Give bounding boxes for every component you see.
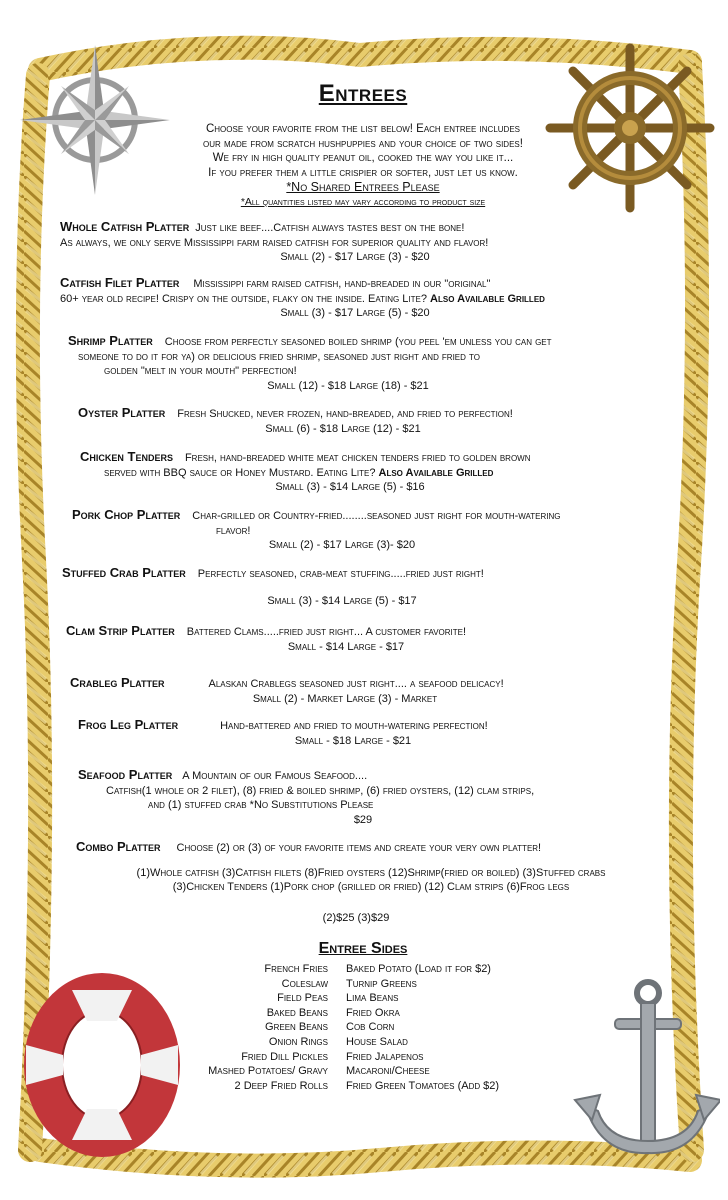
item-desc: Battered Clams.....fried just right... A customer favorite! xyxy=(186,626,467,638)
item-price: (2)$25 (3)$29 xyxy=(322,911,390,924)
intro-line: We fry in high quality peanut oil, cooked the way you like it... xyxy=(212,152,514,164)
quantity-note: *All quantities listed may vary according to product size xyxy=(240,195,486,208)
menu-content xyxy=(48,70,678,1150)
item-name: Crableg Platter xyxy=(70,675,165,690)
item-name: Stuffed Crab Platter xyxy=(62,565,186,580)
side-item: Fried Jalapenos xyxy=(346,1050,424,1063)
item-desc: Mississippi farm raised catfish, hand-breaded in our "original" xyxy=(193,278,491,290)
item-name: Pork Chop Platter xyxy=(72,507,181,522)
item-desc: flavor! xyxy=(216,524,251,537)
menu-item-shrimp xyxy=(68,334,668,393)
item-desc: (3)Chicken Tenders (1)Pork chop (grilled or fried) (12) Clam strips (6)Frog legs xyxy=(172,881,570,893)
item-price: Small (3) - $17 Large (5) - $20 xyxy=(280,307,430,319)
intro-block xyxy=(108,122,618,209)
menu-item-seafood-platter xyxy=(78,768,668,827)
sides-row xyxy=(198,1006,528,1021)
item-desc: someone to do it for ya) or delicious fried shrimp, seasoned just right and fried to xyxy=(78,350,480,363)
item-desc: served with BBQ sauce or Honey Mustard. Eating Lite? xyxy=(104,466,376,479)
sides-row xyxy=(198,1035,528,1050)
menu-item-oyster xyxy=(78,406,658,436)
item-price: Small - $18 Large - $21 xyxy=(294,734,412,747)
sides-row xyxy=(198,962,528,977)
item-name: Chicken Tenders xyxy=(80,449,173,464)
sides-list xyxy=(198,962,528,1093)
item-desc: Fresh, hand-breaded white meat chicken tenders fried to golden brown xyxy=(184,452,531,464)
item-price: $29 xyxy=(353,813,373,826)
side-item: Cob Corn xyxy=(346,1021,395,1034)
side-item: House Salad xyxy=(346,1035,408,1048)
item-price: Small (2) - $17 Large (3)- $20 xyxy=(268,539,416,551)
item-desc: Alaskan Crablegs seasoned just right.... a seafood delicacy! xyxy=(208,678,504,690)
side-item: Macaroni/Cheese xyxy=(346,1065,430,1078)
item-price: Small (2) - Market Large (3) - Market xyxy=(252,692,438,705)
side-item: Green Beans xyxy=(265,1021,328,1034)
item-name: Frog Leg Platter xyxy=(78,717,179,732)
item-extra: Also Available Grilled xyxy=(430,292,545,305)
sides-row xyxy=(198,1079,528,1094)
menu-item-chicken-tenders xyxy=(80,450,660,495)
item-desc: Perfectly seasoned, crab-meat stuffing.....fried just right! xyxy=(197,568,484,580)
menu-item-crableg xyxy=(70,676,670,706)
menu-item-combo-platter xyxy=(76,840,676,925)
sides-title: Entree Sides xyxy=(318,940,408,957)
item-desc: Catfish(1 whole or 2 filet), (8) fried & boiled shrimp, (6) fried oysters, (12) clam strips, xyxy=(106,784,535,797)
sides-row xyxy=(198,1064,528,1079)
menu-item-catfish-filet xyxy=(60,276,680,321)
sides-row xyxy=(198,991,528,1006)
side-item: Fried Okra xyxy=(346,1006,400,1019)
item-price: Small - $14 Large - $17 xyxy=(287,640,405,653)
item-price: Small (3) - $14 Large (5) - $16 xyxy=(275,481,425,493)
side-item: Fried Green Tomatoes (Add $2) xyxy=(346,1079,500,1092)
sides-row xyxy=(198,1050,528,1065)
menu-item-pork-chop xyxy=(72,508,672,553)
item-price: Small (3) - $14 Large (5) - $17 xyxy=(267,594,417,607)
item-price: Small (6) - $18 Large (12) - $21 xyxy=(265,422,421,435)
item-desc: As always, we only serve Mississippi farm raised catfish for superior quality and flavor! xyxy=(60,236,489,249)
item-desc: (1)Whole catfish (3)Catfish filets (8)Fried oysters (12)Shrimp(fried or boiled) (3)Stuffed crabs xyxy=(136,866,606,879)
sides-row xyxy=(198,1020,528,1035)
item-name: Seafood Platter xyxy=(78,767,173,782)
no-shared-note: *No Shared Entrees Please xyxy=(286,180,440,194)
intro-line: If you prefer them a little crispier or softer, just let us know. xyxy=(208,166,518,179)
item-desc: Just like beef....Catfish always tastes best on the bone! xyxy=(195,222,465,234)
intro-line: Choose your favorite from the list below! Each entree includes xyxy=(205,123,521,135)
item-desc: Hand-battered and fried to mouth-watering perfection! xyxy=(220,720,488,732)
item-desc: Choose from perfectly seasoned boiled shrimp (you peel 'em unless you can get xyxy=(164,336,552,348)
item-name: Whole Catfish Platter xyxy=(60,219,190,234)
side-item: Field Peas xyxy=(277,992,328,1005)
item-desc: Char-grilled or Country-fried........seasoned just right for mouth-watering xyxy=(192,510,561,522)
side-item: Baked Beans xyxy=(266,1006,328,1019)
side-item: Lima Beans xyxy=(346,992,399,1005)
item-price: Small (12) - $18 Large (18) - $21 xyxy=(267,379,429,392)
side-item: 2 Deep Fried Rolls xyxy=(234,1079,328,1092)
menu-item-frog-leg xyxy=(78,718,668,748)
side-item: Fried Dill Pickles xyxy=(241,1050,328,1063)
side-item: Onion Rings xyxy=(268,1035,328,1048)
item-name: Shrimp Platter xyxy=(68,333,153,348)
item-desc: and (1) stuffed crab *No Substitutions Please xyxy=(148,799,374,811)
item-name: Catfish Filet Platter xyxy=(60,275,180,290)
item-price: Small (2) - $17 Large (3) - $20 xyxy=(280,251,430,263)
item-desc: 60+ year old recipe! Crispy on the outside, flaky on the inside. Eating Lite? xyxy=(60,292,427,305)
menu-item-whole-catfish xyxy=(60,220,670,265)
page-title: Entrees xyxy=(318,80,408,107)
menu-item-stuffed-crab xyxy=(62,566,662,608)
item-extra: Also Available Grilled xyxy=(378,466,494,479)
intro-line: our made from scratch hushpuppies and your choice of two sides! xyxy=(203,137,523,150)
side-item: Mashed Potatoes/ Gravy xyxy=(208,1065,328,1078)
menu-item-clam-strip xyxy=(66,624,666,654)
item-desc: Fresh Shucked, never frozen, hand-breaded, and fried to perfection! xyxy=(177,408,513,420)
item-desc: golden "melt in your mouth" perfection! xyxy=(104,365,297,377)
item-name: Oyster Platter xyxy=(78,405,166,420)
side-item: French Fries xyxy=(264,963,328,975)
item-name: Clam Strip Platter xyxy=(66,623,175,638)
item-desc: Choose (2) or (3) of your favorite items and create your very own platter! xyxy=(176,842,542,854)
side-item: Coleslaw xyxy=(281,977,328,990)
sides-row xyxy=(198,977,528,992)
item-desc: A Mountain of our Famous Seafood.... xyxy=(182,770,368,782)
side-item: Turnip Greens xyxy=(346,977,417,990)
side-item: Baked Potato (Load it for $2) xyxy=(346,963,491,975)
item-name: Combo Platter xyxy=(76,839,161,854)
